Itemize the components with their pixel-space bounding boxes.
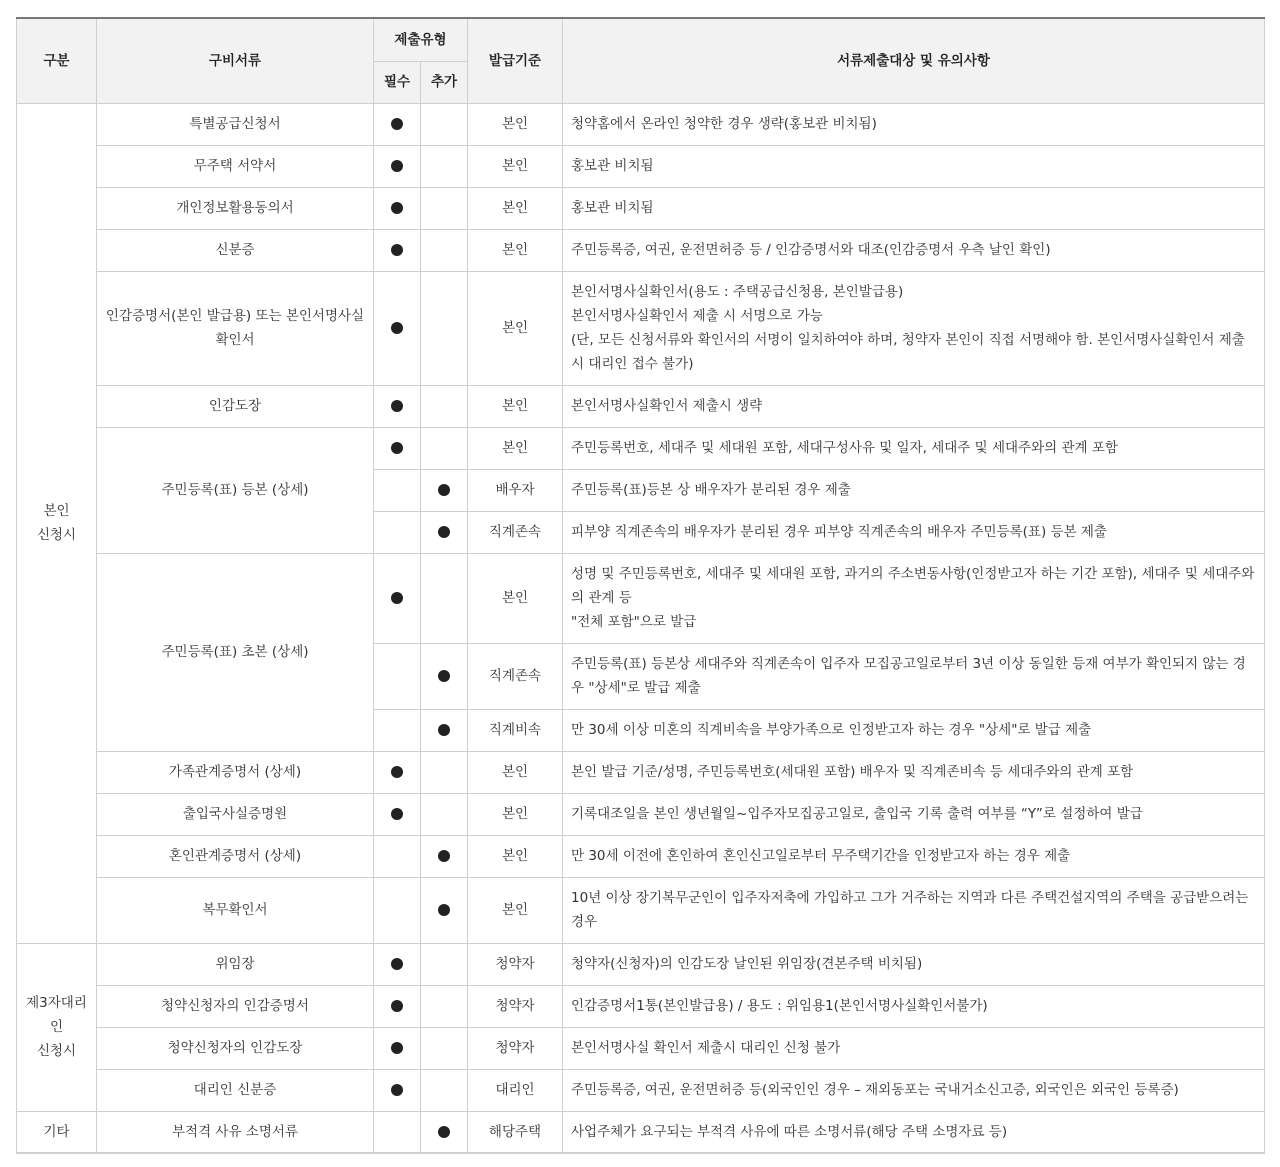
note: 인감증명서1통(본인발급용) / 용도 : 위임용1(본인서명사실확인서불가) [563,985,1265,1027]
note: 10년 이상 장기복무군인이 입주자저축에 가입하고 그가 거주하는 지역과 다른 주택건설지역의 주택을 공급받으려는 경우 [563,877,1265,943]
required-mark-icon [391,118,403,130]
issue-basis: 본인 [468,229,563,271]
additional-cell [421,553,468,643]
document-name: 위임장 [97,943,374,985]
required-cell [374,469,421,511]
note: 주민등록증, 여권, 운전면허증 등 / 인감증명서와 대조(인감증명서 우측 날인 확인) [563,229,1265,271]
note: 본인서명사실확인서 제출시 생략 [563,385,1265,427]
issue-basis: 청약자 [468,985,563,1027]
table-row [17,229,1265,271]
table-row [17,103,1265,145]
document-name: 청약신청자의 인감도장 [97,1027,374,1069]
document-name: 대리인 신분증 [97,1069,374,1111]
required-mark-icon [391,322,403,334]
header-notes: 서류제출대상 및 유의사항 [563,18,1265,103]
issue-basis: 배우자 [468,469,563,511]
required-mark-icon [391,592,403,604]
document-name: 개인정보활용동의서 [97,187,374,229]
document-name: 인감증명서(본인 발급용) 또는 본인서명사실확인서 [97,271,374,385]
note: 만 30세 이상 미혼의 직계비속을 부양가족으로 인정받고자 하는 경우 "상세"로 발급 제출 [563,709,1265,751]
category-self: 본인 신청시 [17,103,97,943]
additional-mark-icon [438,904,450,916]
note: 기록대조일을 본인 생년월일~입주자모집공고일로, 출입국 기록 출력 여부를 “Y”로 설정하여 발급 [563,793,1265,835]
required-cell [374,145,421,187]
note: 주민등록(표)등본 상 배우자가 분리된 경우 제출 [563,469,1265,511]
required-cell [374,877,421,943]
additional-cell [421,793,468,835]
note: 본인서명사실확인서(용도 : 주택공급신청용, 본인발급용) 본인서명사실확인서 제출 시 서명으로 가능 (단, 모든 신청서류와 확인서의 서명이 일치하여야 하며, 청약자 본인이 직접 서명해야 함. 본인서명사실확인서 제출시 대리인 접수 불가) [563,271,1265,385]
table-row [17,985,1265,1027]
note: 만 30세 이전에 혼인하여 혼인신고일로부터 무주택기간을 인정받고자 하는 경우 제출 [563,835,1265,877]
additional-cell [421,1027,468,1069]
required-cell [374,187,421,229]
document-name: 혼인관계증명서 (상세) [97,835,374,877]
issue-basis: 본인 [468,385,563,427]
required-cell [374,751,421,793]
category-other: 기타 [17,1111,97,1153]
required-mark-icon [391,202,403,214]
header-issue-basis: 발급기준 [468,18,563,103]
required-cell [374,943,421,985]
required-mark-icon [391,766,403,778]
issue-basis: 본인 [468,877,563,943]
note: 홍보관 비치됨 [563,187,1265,229]
additional-cell [421,229,468,271]
note: 본인서명사실 확인서 제출시 대리인 신청 불가 [563,1027,1265,1069]
required-cell [374,229,421,271]
table-row [17,271,1265,385]
additional-cell [421,643,468,709]
additional-cell [421,709,468,751]
document-name: 인감도장 [97,385,374,427]
issue-basis: 본인 [468,751,563,793]
table-row [17,835,1265,877]
required-mark-icon [391,808,403,820]
table-row [17,1027,1265,1069]
document-name: 청약신청자의 인감증명서 [97,985,374,1027]
required-cell [374,553,421,643]
additional-cell [421,835,468,877]
issue-basis: 본인 [468,271,563,385]
required-cell [374,271,421,385]
document-name: 출입국사실증명원 [97,793,374,835]
issue-basis: 본인 [468,793,563,835]
issue-basis: 해당주택 [468,1111,563,1153]
issue-basis: 청약자 [468,943,563,985]
issue-basis: 직계비속 [468,709,563,751]
required-mark-icon [391,958,403,970]
additional-cell [421,1111,468,1153]
table-row [17,385,1265,427]
header-required: 필수 [374,61,421,103]
note: 주민등록(표) 등본상 세대주와 직계존속이 입주자 모집공고일로부터 3년 이상 동일한 등재 여부가 확인되지 않는 경우 "상세"로 발급 제출 [563,643,1265,709]
issue-basis: 본인 [468,103,563,145]
issue-basis: 청약자 [468,1027,563,1069]
required-cell [374,985,421,1027]
additional-mark-icon [438,484,450,496]
required-cell [374,1027,421,1069]
header-document: 구비서류 [97,18,374,103]
required-mark-icon [391,244,403,256]
required-cell [374,427,421,469]
required-mark-icon [391,160,403,172]
note: 홍보관 비치됨 [563,145,1265,187]
document-name: 신분증 [97,229,374,271]
required-mark-icon [391,1000,403,1012]
note: 주민등록번호, 세대주 및 세대원 포함, 세대구성사유 및 일자, 세대주 및 세대주와의 관계 포함 [563,427,1265,469]
required-mark-icon [391,1084,403,1096]
issue-basis: 본인 [468,187,563,229]
required-cell [374,385,421,427]
required-mark-icon [391,400,403,412]
required-cell [374,103,421,145]
additional-cell [421,511,468,553]
issue-basis: 직계존속 [468,643,563,709]
required-cell [374,835,421,877]
additional-mark-icon [438,670,450,682]
additional-cell [421,1069,468,1111]
additional-cell [421,469,468,511]
header-additional: 추가 [421,61,468,103]
table-row [17,1069,1265,1111]
table-row [17,187,1265,229]
document-name: 부적격 사유 소명서류 [97,1111,374,1153]
note: 주민등록증, 여권, 운전면허증 등(외국인인 경우 – 재외동포는 국내거소신고증, 외국인은 외국인 등록증) [563,1069,1265,1111]
issue-basis: 대리인 [468,1069,563,1111]
additional-cell [421,187,468,229]
note: 사업주체가 요구되는 부적격 사유에 따른 소명서류(해당 주택 소명자료 등) [563,1111,1265,1153]
table-row [17,751,1265,793]
issue-basis: 직계존속 [468,511,563,553]
document-name: 무주택 서약서 [97,145,374,187]
additional-cell [421,145,468,187]
table-row [17,943,1265,985]
issue-basis: 본인 [468,835,563,877]
required-cell [374,1111,421,1153]
issue-basis: 본인 [468,553,563,643]
issue-basis: 본인 [468,145,563,187]
additional-cell [421,877,468,943]
document-name: 주민등록(표) 등본 (상세) [97,427,374,553]
document-name: 주민등록(표) 초본 (상세) [97,553,374,751]
additional-cell [421,271,468,385]
table-row [17,877,1265,943]
note: 본인 발급 기준/성명, 주민등록번호(세대원 포함) 배우자 및 직계존비속 등 세대주와의 관계 포함 [563,751,1265,793]
note: 청약자(신청자)의 인감도장 날인된 위임장(견본주택 비치됨) [563,943,1265,985]
additional-cell [421,385,468,427]
note: 청약홈에서 온라인 청약한 경우 생략(홍보관 비치됨) [563,103,1265,145]
additional-mark-icon [438,850,450,862]
category-proxy: 제3자대리 인 신청시 [17,943,97,1111]
required-cell [374,709,421,751]
table-row [17,1111,1265,1153]
table-row [17,793,1265,835]
additional-cell [421,751,468,793]
additional-cell [421,943,468,985]
required-cell [374,793,421,835]
required-cell [374,511,421,553]
additional-cell [421,427,468,469]
additional-cell [421,103,468,145]
required-documents-table [16,17,1265,1154]
header-category: 구분 [17,18,97,103]
header-submit-type: 제출유형 [374,18,468,61]
document-name: 복무확인서 [97,877,374,943]
table-row [17,427,1265,469]
additional-mark-icon [438,526,450,538]
document-name: 특별공급신청서 [97,103,374,145]
additional-mark-icon [438,1126,450,1138]
note: 피부양 직계존속의 배우자가 분리된 경우 피부양 직계존속의 배우자 주민등록(표) 등본 제출 [563,511,1265,553]
table-row [17,145,1265,187]
document-name: 가족관계증명서 (상세) [97,751,374,793]
issue-basis: 본인 [468,427,563,469]
additional-cell [421,985,468,1027]
required-cell [374,1069,421,1111]
required-mark-icon [391,1042,403,1054]
table-row [17,553,1265,643]
additional-mark-icon [438,724,450,736]
note: 성명 및 주민등록번호, 세대주 및 세대원 포함, 과거의 주소변동사항(인정받고자 하는 기간 포함), 세대주 및 세대주와의 관계 등 "전체 포함"으로 발급 [563,553,1265,643]
required-mark-icon [391,442,403,454]
required-cell [374,643,421,709]
